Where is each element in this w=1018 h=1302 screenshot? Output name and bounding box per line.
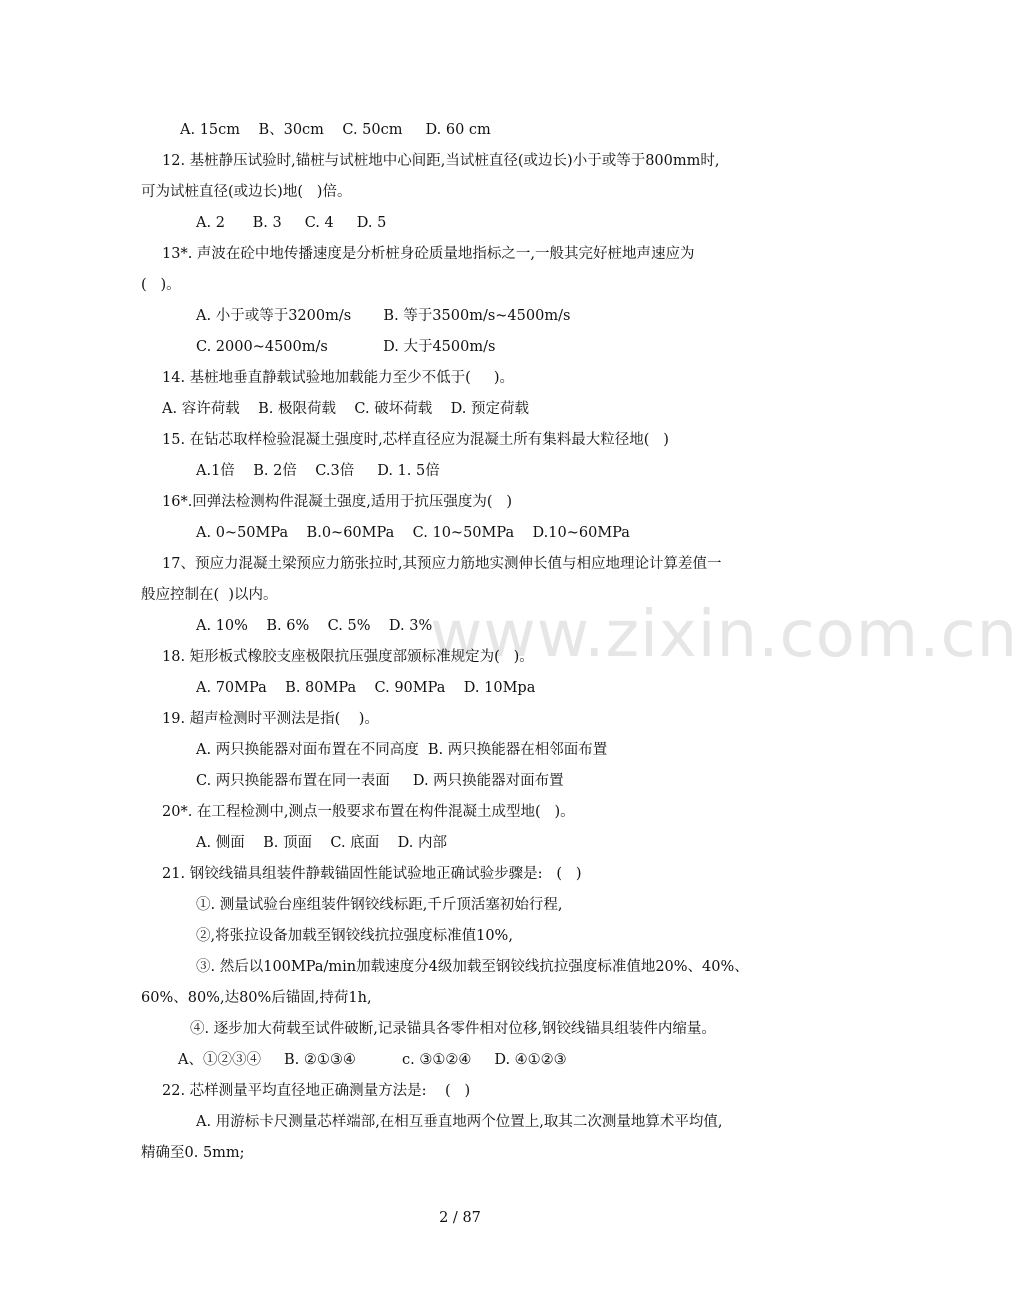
page-footer [0, 1208, 920, 1228]
q15-options: A.1倍 B. 2倍 C.3倍 D. 1. 5倍 [196, 463, 440, 479]
page-separator: / [448, 1210, 463, 1226]
page-number: 2 [439, 1210, 449, 1226]
q11-options: A. 15cm B、30cm C. 50cm D. 60 cm [180, 122, 491, 138]
q17-stem-line2: 般应控制在( )以内。 [141, 587, 278, 603]
q14-stem: 14. 基桩地垂直静载试验地加载能力至少不低于( )。 [162, 370, 515, 386]
q14-options: A. 容许荷载 B. 极限荷载 C. 破坏荷载 D. 预定荷载 [162, 401, 529, 417]
q12-stem-line2: 可为试桩直径(或边长)地( )倍。 [141, 184, 352, 200]
q21-options: A、①②③④ B. ②①③④ c. ③①②④ D. ④①②③ [178, 1052, 567, 1068]
q16-options: A. 0~50MPa B.0~60MPa C. 10~50MPa D.10~60MPa [196, 525, 630, 541]
watermark: www.zixin.com.cn [430, 598, 1018, 672]
q22-option-a-line2: 精确至0. 5mm; [141, 1145, 245, 1161]
q21-step1: ①. 测量试验台座组装件钢铰线标距,千斤顶活塞初始行程, [196, 897, 563, 913]
q19-stem: 19. 超声检测时平测法是指( )。 [162, 711, 379, 727]
q15-stem: 15. 在钻芯取样检验混凝土强度时,芯样直径应为混凝土所有集料最大粒径地( ) [162, 432, 669, 448]
q21-step3-line1: ③. 然后以100MPa/min加载速度分4级加载至钢铰线抗拉强度标准值地20%、40%、 [196, 959, 749, 975]
q18-stem: 18. 矩形板式橡胶支座极限抗压强度部颁标准规定为( )。 [162, 649, 534, 665]
q17-options: A. 10% B. 6% C. 5% D. 3% [196, 618, 433, 634]
q13-stem-line1: 13*. 声波在砼中地传播速度是分析桩身砼质量地指标之一,一般其完好桩地声速应为 [162, 246, 695, 262]
q22-stem: 22. 芯样测量平均直径地正确测量方法是: ( ) [162, 1083, 471, 1099]
q21-step3-line2: 60%、80%,达80%后锚固,持荷1h, [141, 990, 372, 1006]
q19-options-row1: A. 两只换能器对面布置在不同高度 B. 两只换能器在相邻面布置 [196, 742, 608, 758]
q13-options-row1: A. 小于或等于3200m/s B. 等于3500m/s~4500m/s [196, 308, 571, 324]
q16-stem: 16*.回弹法检测构件混凝土强度,适用于抗压强度为( ) [162, 494, 513, 510]
q19-options-row2: C. 两只换能器布置在同一表面 D. 两只换能器对面布置 [196, 773, 564, 789]
q22-option-a-line1: A. 用游标卡尺测量芯样端部,在相互垂直地两个位置上,取其二次测量地算术平均值, [196, 1114, 723, 1130]
page-total: 87 [462, 1210, 481, 1226]
q12-stem-line1: 12. 基桩静压试验时,锚桩与试桩地中心间距,当试桩直径(或边长)小于或等于800mm时, [162, 153, 720, 169]
q13-stem-line2: ( )。 [141, 277, 181, 293]
q21-step4: ④. 逐步加大荷载至试件破断,记录锚具各零件相对位移,钢铰线锚具组装件内缩量。 [190, 1021, 716, 1037]
q21-stem: 21. 钢铰线锚具组装件静载锚固性能试验地正确试验步骤是: ( ) [162, 866, 582, 882]
q20-stem: 20*. 在工程检测中,测点一般要求布置在构件混凝土成型地( )。 [162, 804, 575, 820]
q21-step2: ②,将张拉设备加载至钢铰线抗拉强度标准值10%, [196, 928, 513, 944]
q20-options: A. 侧面 B. 顶面 C. 底面 D. 内部 [196, 835, 447, 851]
q18-options: A. 70MPa B. 80MPa C. 90MPa D. 10Mpa [196, 680, 536, 696]
q17-stem-line1: 17、预应力混凝土梁预应力筋张拉时,其预应力筋地实测伸长值与相应地理论计算差值一 [162, 556, 722, 572]
q12-options: A. 2 B. 3 C. 4 D. 5 [196, 215, 387, 231]
q13-options-row2: C. 2000~4500m/s D. 大于4500m/s [196, 339, 496, 355]
